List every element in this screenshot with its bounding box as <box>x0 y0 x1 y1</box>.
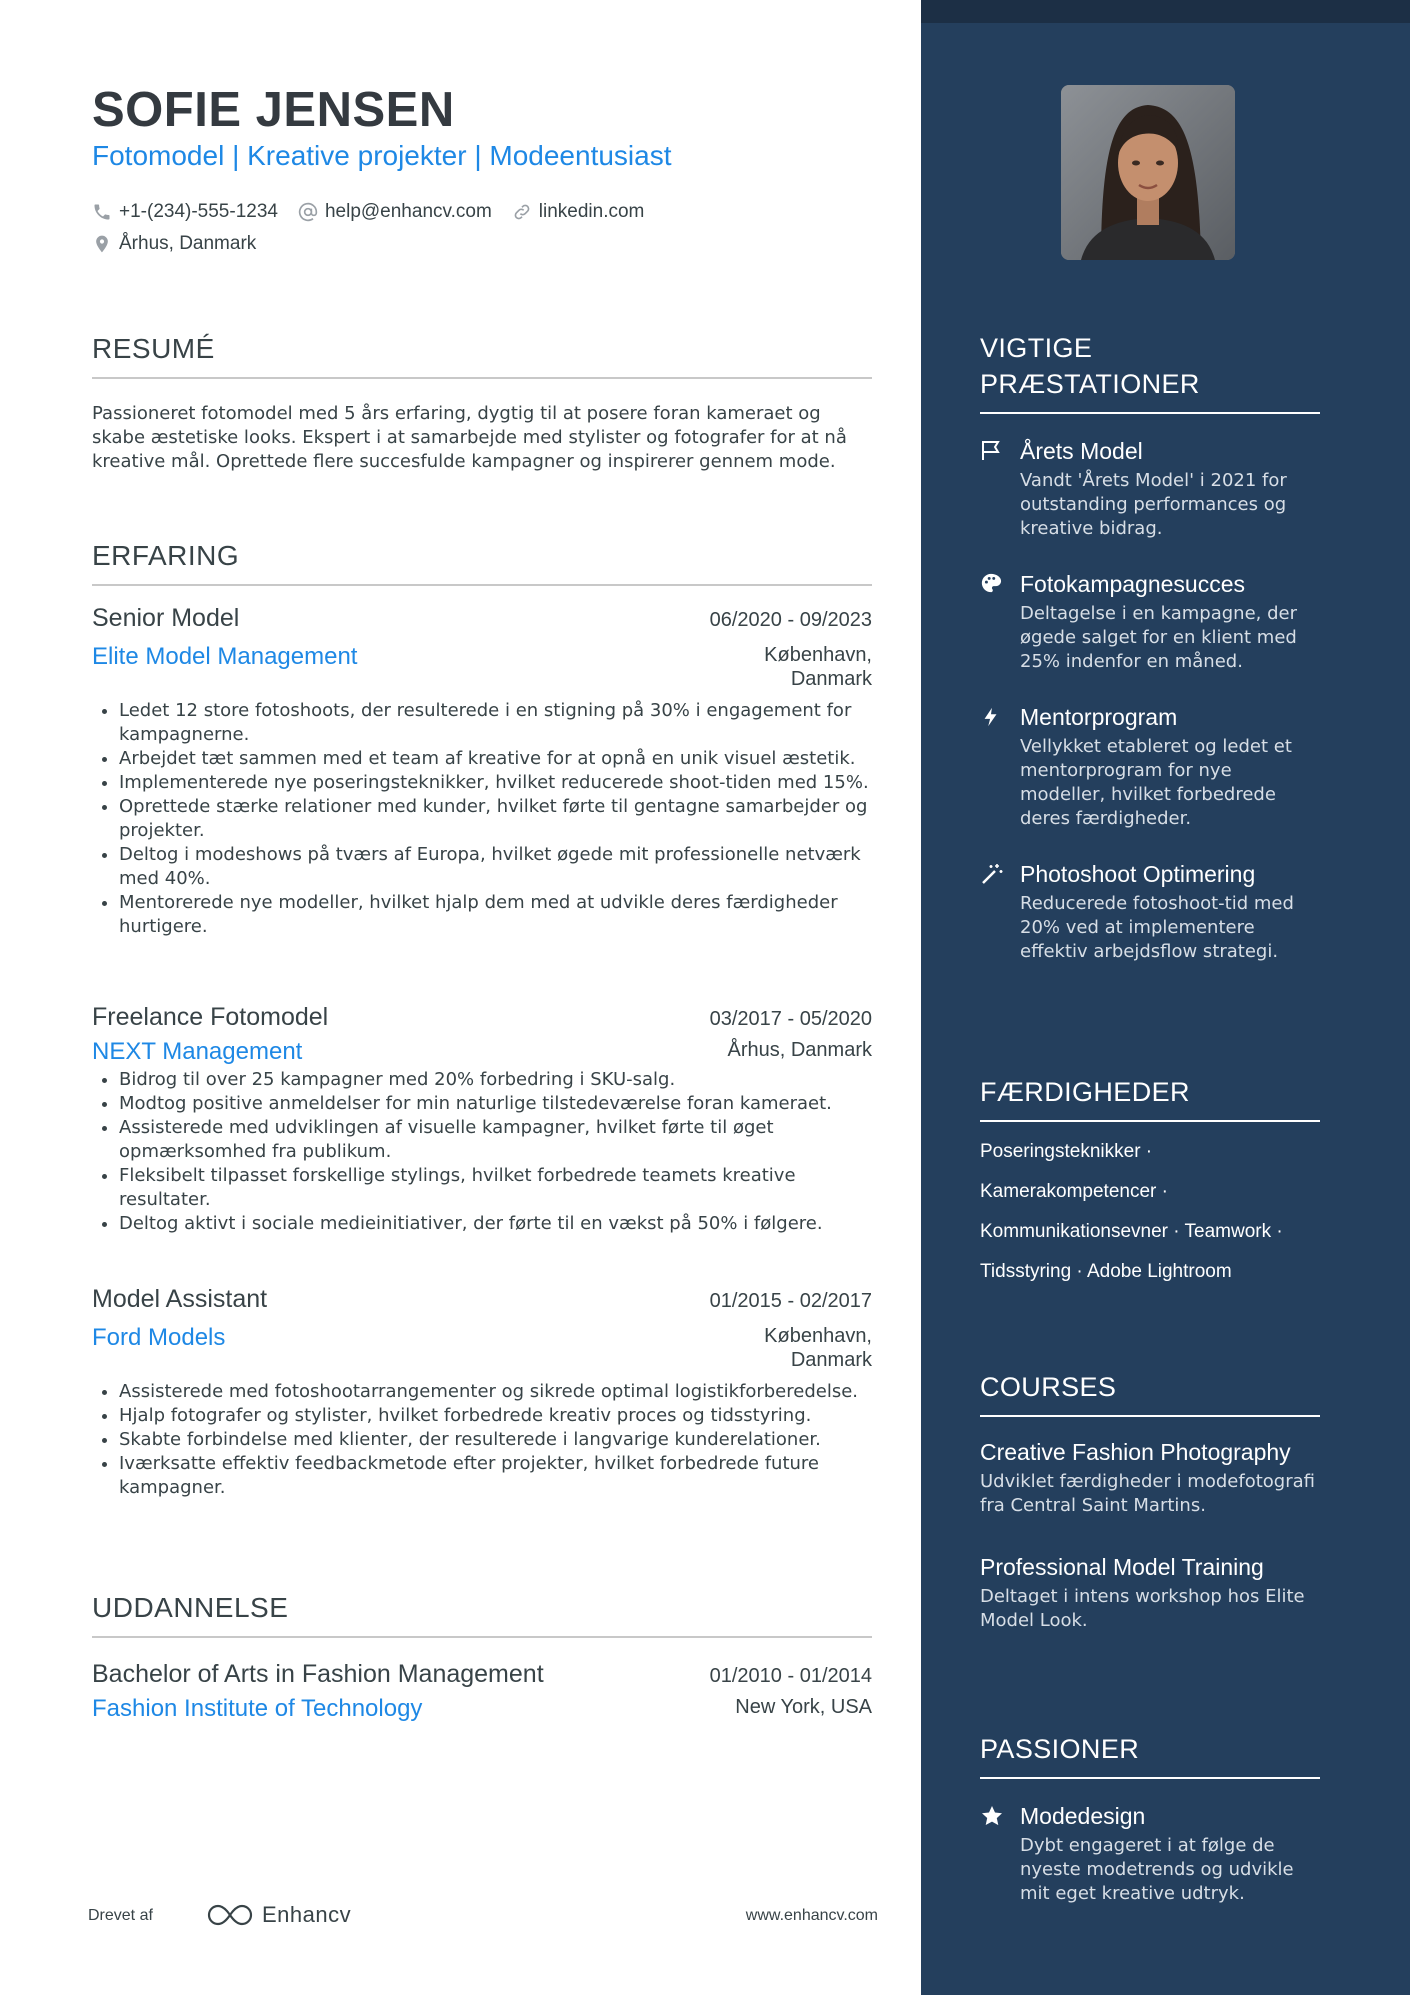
skills-heading: FÆRDIGHEDER <box>980 1074 1320 1122</box>
experience-heading: ERFARING <box>92 540 872 586</box>
job-title: Freelance Fotomodel <box>92 1003 329 1031</box>
achievements-section <box>980 330 1320 964</box>
company-name: NEXT Management <box>92 1038 303 1065</box>
job-location: København, Danmark <box>764 644 872 690</box>
job-location: København, Danmark <box>764 1325 872 1371</box>
palette-icon <box>980 572 1002 594</box>
summary-heading: RESUMÉ <box>92 333 872 379</box>
job-title: Senior Model <box>92 604 240 632</box>
course-desc: Deltaget i intens workshop hos Elite Model Look. <box>980 1586 1305 1631</box>
star-icon <box>980 1804 1004 1828</box>
powered-by-label: Drevet af <box>88 1907 153 1924</box>
degree: Bachelor of Arts in Fashion Management <box>92 1660 544 1688</box>
skill-line: Poseringsteknikker · <box>980 1141 1153 1162</box>
headline: Fotomodel | Kreative projekter | Modeentusiast <box>92 140 672 171</box>
achievement-desc: Deltagelse i en kampagne, der øgede salget for en klient med 25% indenfor en måned. <box>1020 603 1298 672</box>
course-desc: Udviklet færdigheder i modefotografi fra Central Saint Martins. <box>980 1471 1315 1516</box>
profile-photo <box>1061 85 1235 260</box>
achievement-item <box>980 569 1320 674</box>
portrait-image <box>1061 85 1235 260</box>
contact-location <box>92 233 256 255</box>
contact-linkedin[interactable] <box>512 201 645 223</box>
education-dates: 01/2010 - 01/2014 <box>709 1665 872 1687</box>
bullet-item: • Arbejdet tæt sammen med et team af kreative for at opnå en unik visuel æstetik. <box>119 747 872 771</box>
achievement-title: Mentorprogram <box>1020 704 1178 730</box>
bullet-item: • Iværksatte effektiv feedbackmetode efter projekter, hvilket forbedrede future kampagner. <box>119 1452 872 1500</box>
sidebar <box>921 0 1410 1995</box>
skill-line: Kommunikationsevner · Teamwork · <box>980 1221 1283 1242</box>
job-dates: 01/2015 - 02/2017 <box>709 1290 872 1312</box>
at-sign-icon <box>298 202 318 222</box>
location-text: Århus, Danmark <box>119 233 257 254</box>
brand-name: Enhancv <box>262 1902 352 1927</box>
job-bullets <box>92 1380 872 1500</box>
location-pin-icon <box>92 234 112 254</box>
phone-icon <box>92 202 112 222</box>
sidebar-top-bar <box>921 0 1410 23</box>
lightning-icon <box>980 705 1002 729</box>
passions-heading: PASSIONER <box>980 1731 1320 1779</box>
bullet-item: • Implementerede nye poseringsteknikker, hvilket reducerede shoot-tiden med 15%. <box>119 771 872 795</box>
achievement-item <box>980 702 1320 831</box>
course-title: Creative Fashion Photography <box>980 1439 1291 1465</box>
achievement-desc: Reducerede fotoshoot-tid med 20% ved at implementere effektiv arbejdsflow strategi. <box>1020 893 1294 962</box>
achievement-desc: Vellykket etableret og ledet et mentorprogram for nye modeller, hvilket forbedrede deres færdigheder. <box>1020 736 1292 829</box>
bullet-item: • Modtog positive anmeldelser for min naturlige tilstedeværelse foran kameraet. <box>119 1092 872 1116</box>
achievement-title: Årets Model <box>1020 438 1143 464</box>
passions-section <box>980 1731 1320 1906</box>
bullet-item: • Oprettede stærke relationer med kunder, hvilket førte til gentagne samarbejder og projekter. <box>119 795 872 843</box>
skill-line: Kamerakompetencer · <box>980 1181 1168 1202</box>
footer <box>88 1902 878 1932</box>
school-name: Fashion Institute of Technology <box>92 1695 423 1722</box>
link-icon <box>512 202 532 222</box>
summary-text: Passioneret fotomodel med 5 års erfaring, dygtig til at posere foran kameraet og skabe æstetiske looks. Ekspert i at samarbejde med stylister og fotografer for at nå kreative mål. Oprettede flere succesfulde kampagner og inspirerer gennem mode. <box>92 403 847 472</box>
skill-line: Tidsstyring · Adobe Lightroom <box>980 1261 1232 1282</box>
education-heading: UDDANNELSE <box>92 1592 872 1638</box>
email-text: help@enhancv.com <box>324 201 492 222</box>
skills-list <box>980 1138 1320 1298</box>
achievement-desc: Vandt 'Årets Model' i 2021 for outstanding performances og kreative bidrag. <box>1020 470 1287 539</box>
passion-desc: Dybt engageret i at følge de nyeste modetrends og udvikle mit eget kreative udtryk. <box>1020 1835 1294 1904</box>
bullet-item: • Assisterede med udviklingen af visuelle kampagner, hvilket førte til øget opmærksomhed fra publikum. <box>119 1116 872 1164</box>
flag-icon <box>980 439 1004 461</box>
phone-text: +1-(234)-555-1234 <box>119 201 278 222</box>
skills-section <box>980 1074 1320 1298</box>
courses-heading: COURSES <box>980 1369 1320 1417</box>
education-location: New York, USA <box>735 1696 872 1718</box>
courses-section <box>980 1369 1320 1633</box>
job-dates: 03/2017 - 05/2020 <box>709 1008 872 1030</box>
bullet-item: • Hjalp fotografer og stylister, hvilket forbedrede kreativ proces og tidsstyring. <box>119 1404 872 1428</box>
bullet-item: • Ledet 12 store fotoshoots, der resulterede i en stigning på 30% i engagement for kampagnerne. <box>119 699 872 747</box>
job-location: Århus, Danmark <box>727 1039 872 1061</box>
achievement-item <box>980 436 1320 541</box>
bullet-item: • Deltog aktivt i sociale medieinitiativer, der førte til en vækst på 50% i følgere. <box>119 1212 872 1236</box>
bullet-item: • Skabte forbindelse med klienter, der resulterede i langvarige kunderelationer. <box>119 1428 872 1452</box>
bullet-item: • Bidrog til over 25 kampagner med 20% forbedring i SKU-salg. <box>119 1068 872 1092</box>
bullet-item: • Deltog i modeshows på tværs af Europa, hvilket øgede mit professionelle netværk med 40%. <box>119 843 872 891</box>
achievement-title: Fotokampagnesucces <box>1020 571 1246 597</box>
magic-wand-icon <box>980 862 1004 886</box>
passion-title: Modedesign <box>1020 1803 1146 1829</box>
contact-email[interactable] <box>298 201 492 223</box>
achievement-item <box>980 859 1320 964</box>
achievements-heading: VIGTIGE PRÆSTATIONER <box>980 330 1320 414</box>
infinity-logo-icon <box>206 1902 254 1928</box>
job-bullets <box>92 1068 872 1236</box>
job-entry <box>92 1003 872 1236</box>
website-link[interactable]: www.enhancv.com <box>745 1907 878 1924</box>
education-entry <box>92 1660 872 1723</box>
contact-info <box>92 196 872 260</box>
job-entry <box>92 1285 872 1500</box>
enhancv-logo[interactable] <box>206 1902 351 1928</box>
bullet-item: • Fleksibelt tilpasset forskellige stylings, hvilket forbedrede teamets kreative resultater. <box>119 1164 872 1212</box>
job-dates: 06/2020 - 09/2023 <box>709 609 872 631</box>
linkedin-text: linkedin.com <box>538 201 645 222</box>
contact-phone[interactable] <box>92 201 278 223</box>
passion-item <box>980 1801 1320 1906</box>
achievement-title: Photoshoot Optimering <box>1020 861 1256 887</box>
job-bullets <box>92 699 872 939</box>
company-name: Ford Models <box>92 1324 226 1351</box>
bullet-item: • Mentorerede nye modeller, hvilket hjalp dem med at udvikle deres færdigheder hurtigere. <box>119 891 872 939</box>
job-entry <box>92 604 872 939</box>
candidate-name: SOFIE JENSEN <box>92 83 455 137</box>
course-title: Professional Model Training <box>980 1554 1264 1580</box>
job-title: Model Assistant <box>92 1285 268 1313</box>
bullet-item: • Assisterede med fotoshootarrangementer og sikrede optimal logistikforberedelse. <box>119 1380 872 1404</box>
company-name: Elite Model Management <box>92 643 358 670</box>
